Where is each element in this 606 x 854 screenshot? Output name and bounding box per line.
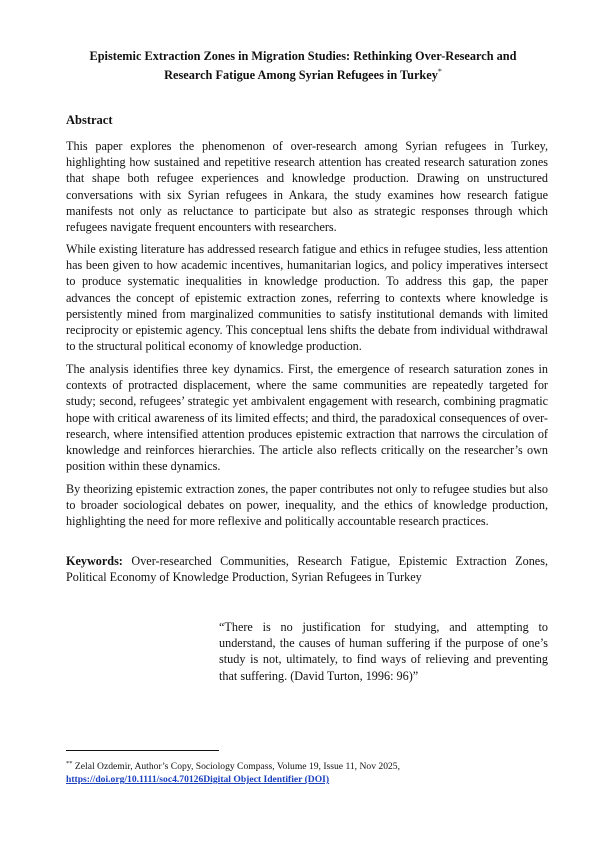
footnote <box>66 757 548 786</box>
abstract-paragraph-4: By theorizing epistemic extraction zones, the paper contributes not only to refugee studies but also to broader sociological debates on power, inequality, and the ethics of knowledge production, highlighting the need for more reflexive and politically accountable research practices. <box>66 482 548 529</box>
paper-title-text: Epistemic Extraction Zones in Migration Studies: Rethinking Over-Research and Research Fatigue Among Syrian Refugees in Turkey <box>89 49 517 83</box>
keywords <box>66 553 548 585</box>
footnote-line <box>66 757 548 773</box>
title-footnote-marker: * <box>437 67 442 76</box>
abstract-heading: Abstract <box>66 113 113 127</box>
epigraph-quote: “There is no justification for studying, and attempting to understand, the causes of human suffering if the purpose of one’s study is not, ultimately, to find ways of relieving and preventing that suffering. (David Turton, 1996: 96)” <box>219 620 548 683</box>
doi-link[interactable]: https://doi.org/10.1111/soc4.70126Digital Object Identifier (DOI) <box>66 774 330 786</box>
footnote-text: Zelal Ozdemir, Author’s Copy, Sociology Compass, Volume 19, Issue 11, Nov 2025, <box>74 761 400 773</box>
keywords-text: Over-researched Communities, Research Fatigue, Epistemic Extraction Zones, Political Economy of Knowledge Production, Syrian Refugees in Turkey <box>66 554 548 585</box>
footnote-marker: ** <box>66 760 73 767</box>
abstract-paragraph-2: While existing literature has addressed research fatigue and ethics in refugee studies, less attention has been given to how academic incentives, humanitarian logics, and policy imperatives intersect to produce systematic inequalities in knowledge production. To address this gap, the paper advances the concept of epistemic extraction zones, referring to contexts where knowledge is persistently mined from marginalized communities to satisfy institutional demands with limited reciprocity or epistemic agency. This conceptual lens shifts the debate from individual withdrawal to the structural political economy of knowledge production. <box>66 242 548 354</box>
abstract-paragraph-3: The analysis identifies three key dynamics. First, the emergence of research saturation zones in contexts of protracted displacement, where the same communities are repeatedly targeted for study; second, refugees’ strategic yet ambivalent engagement with research, combining pragmatic hope with critical awareness of its limited effects; and third, the paradoxical consequences of over-research, where intensified attention produces epistemic extraction that narrows the circulation of knowledge and reinforces hierarchies. The article also reflects critically on the researcher’s own position within these dynamics. <box>66 362 548 474</box>
keywords-label: Keywords: <box>66 554 123 568</box>
paper-title <box>70 48 536 83</box>
footnote-divider <box>66 750 219 751</box>
abstract-paragraph-1: This paper explores the phenomenon of over-research among Syrian refugees in Turkey, highlighting how sustained and repetitive research attention has created research saturation zones that shape both refugee experiences and knowledge production. Drawing on unstructured conversations with six Syrian refugees in Ankara, the study examines how research fatigue manifests not only as reluctance to participate but also as strategic responses through which refugees navigate frequent encounters with researchers. <box>66 139 548 235</box>
